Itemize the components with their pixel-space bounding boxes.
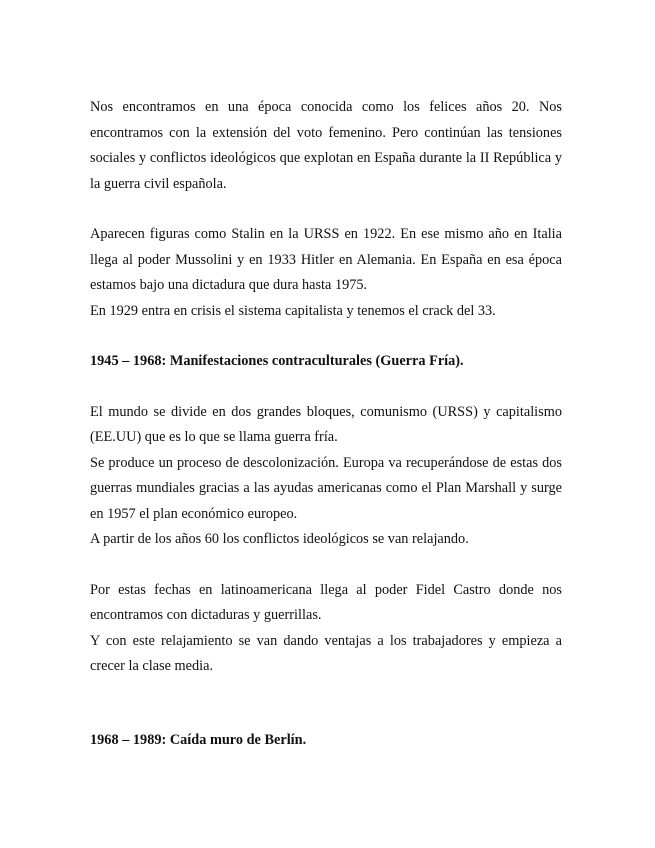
paragraph-clase-media: Y con este relajamiento se van dando ventajas a los trabajadores y empieza a crecer la clase media.: [90, 632, 562, 674]
section-heading-muro-berlin: 1968 – 1989: Caída muro de Berlín.: [90, 731, 307, 748]
paragraph-descolonizacion: Se produce un proceso de descolonización. Europa va recuperándose de estas dos guerras mundiales gracias a las ayudas americanas como el Plan Marshall y surge en 1957 el plan económico europeo.: [90, 454, 562, 522]
paragraph-anos-60: A partir de los años 60 los conflictos ideológicos se van relajando.: [90, 531, 469, 547]
paragraph-felices-anos-20: Nos encontramos en una época conocida como los felices años 20. Nos encontramos con la extensión del voto femenino. Pero continúan las tensiones sociales y conflictos ideológicos que explotan en España durante la II República y la guerra civil española.: [90, 99, 562, 192]
paragraph-fidel-castro: Por estas fechas en latinoamericana llega al poder Fidel Castro donde nos encontramos con dictaduras y guerrillas.: [90, 581, 562, 623]
section-heading-guerra-fria: 1945 – 1968: Manifestaciones contraculturales (Guerra Fría).: [90, 353, 464, 369]
paragraph-crisis-1929: En 1929 entra en crisis el sistema capitalista y tenemos el crack del 33.: [90, 302, 496, 319]
paragraph-stalin-mussolini: Aparecen figuras como Stalin en la URSS en 1922. En ese mismo año en Italia llega al poder Mussolini y en 1933 Hitler en Alemania. En España en esa época estamos bajo una dictadura que dura hasta 1975.: [90, 226, 562, 293]
paragraph-dos-bloques: El mundo se divide en dos grandes bloques, comunismo (URSS) y capitalismo (EE.UU) que es lo que se llama guerra fría.: [90, 403, 562, 445]
document-page: [90, 95, 562, 753]
